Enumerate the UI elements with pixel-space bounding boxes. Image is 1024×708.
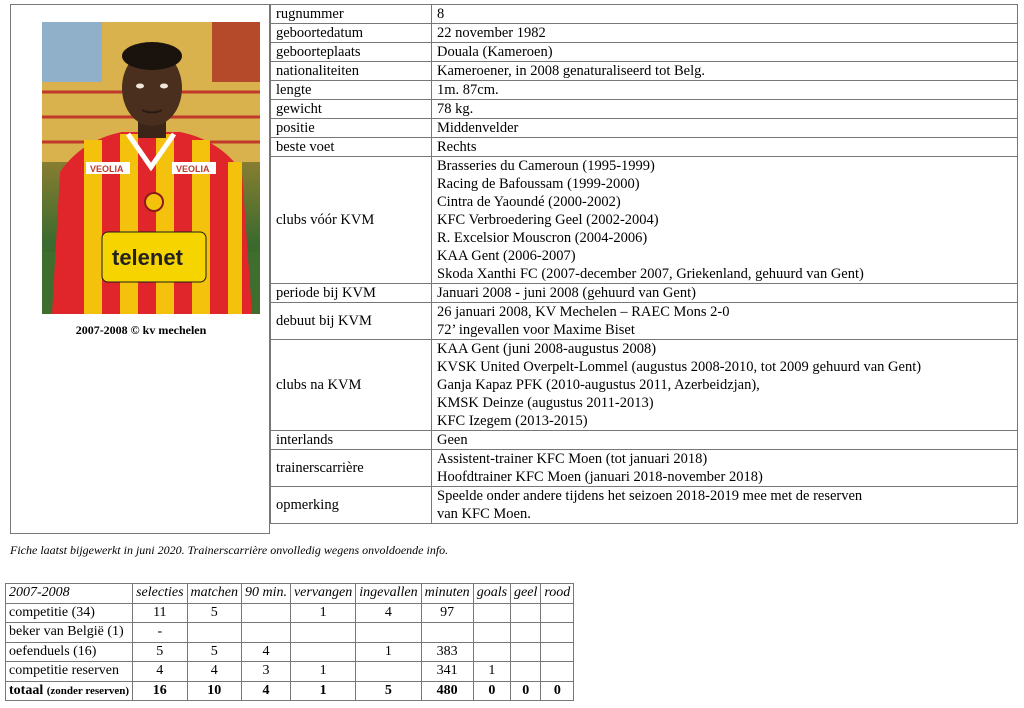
info-value-line: Cintra de Yaoundé (2000-2002) (437, 194, 621, 210)
info-row (271, 43, 1018, 62)
stats-cell (511, 642, 541, 662)
stats-header: selecties (133, 584, 187, 604)
stats-cell (473, 623, 510, 643)
info-value (432, 62, 1018, 81)
stats-cell: 1 (290, 603, 355, 623)
info-value (432, 303, 1018, 340)
stats-cell (356, 662, 421, 682)
stats-cell (473, 603, 510, 623)
stats-cell (290, 623, 355, 643)
stats-cell: - (133, 623, 187, 643)
stats-header: 90 min. (241, 584, 290, 604)
info-key: gewicht (271, 100, 432, 119)
info-key: geboortedatum (271, 24, 432, 43)
info-value-line: Hoofdtrainer KFC Moen (januari 2018-november 2018) (437, 469, 763, 485)
stats-row (6, 623, 574, 643)
info-key: debuut bij KVM (271, 303, 432, 340)
info-row (271, 284, 1018, 303)
info-row (271, 81, 1018, 100)
stats-cell (187, 623, 241, 643)
player-photo-illustration (42, 22, 260, 314)
shirt-sponsor: telenet (112, 245, 183, 270)
info-value-line: Assistent-trainer KFC Moen (tot januari 2018) (437, 451, 708, 467)
info-key: beste voet (271, 138, 432, 157)
stats-total-label-note: (zonder reserven) (46, 684, 130, 697)
stats-total-cell: 0 (541, 681, 574, 701)
player-info-table (270, 4, 1018, 524)
stats-cell: 5 (187, 642, 241, 662)
stats-header: 2007-2008 (6, 584, 133, 604)
stats-row-label: oefenduels (16) (6, 642, 133, 662)
stats-cell: 4 (241, 642, 290, 662)
info-value (432, 43, 1018, 62)
info-value-line: KFC Izegem (2013-2015) (437, 413, 588, 429)
stats-cell: 4 (187, 662, 241, 682)
info-value (432, 24, 1018, 43)
info-key: trainerscarrière (271, 450, 432, 487)
info-value (432, 81, 1018, 100)
stats-cell: 3 (241, 662, 290, 682)
stats-cell (356, 623, 421, 643)
stats-total-cell: 1 (290, 681, 355, 701)
info-value-line: KAA Gent (juni 2008-augustus 2008) (437, 341, 657, 357)
info-row (271, 157, 1018, 284)
info-row (271, 487, 1018, 524)
stats-cell (541, 642, 574, 662)
stats-cell: 5 (133, 642, 187, 662)
stats-header: goals (473, 584, 510, 604)
info-key: clubs vóór KVM (271, 157, 432, 284)
stats-cell: 341 (421, 662, 473, 682)
sleeve-sponsor-right: VEOLIA (176, 164, 210, 174)
stats-cell (241, 603, 290, 623)
info-value (432, 431, 1018, 450)
info-value-line: Brasseries du Cameroun (1995-1999) (437, 158, 655, 174)
stats-row-label: competitie reserven (6, 662, 133, 682)
stats-total-cell: 480 (421, 681, 473, 701)
stats-cell (511, 623, 541, 643)
sleeve-sponsor-left: VEOLIA (90, 164, 124, 174)
stats-cell (511, 603, 541, 623)
info-row (271, 100, 1018, 119)
info-value-line: Middenvelder (437, 120, 519, 136)
info-row (271, 119, 1018, 138)
stats-cell (541, 662, 574, 682)
stats-header: rood (541, 584, 574, 604)
stats-cell: 1 (473, 662, 510, 682)
info-key: lengte (271, 81, 432, 100)
info-value-line: 78 kg. (437, 101, 474, 117)
stats-cell (473, 642, 510, 662)
stats-total-label (6, 681, 133, 701)
info-value-line: Skoda Xanthi FC (2007-december 2007, Griekenland, gehuurd van Gent) (437, 266, 864, 282)
info-key: positie (271, 119, 432, 138)
stats-total-cell: 0 (511, 681, 541, 701)
stats-row (6, 642, 574, 662)
info-key: clubs na KVM (271, 340, 432, 431)
stats-row (6, 662, 574, 682)
info-value (432, 157, 1018, 284)
stats-total-cell: 0 (473, 681, 510, 701)
info-value-line: Racing de Bafoussam (1999-2000) (437, 176, 640, 192)
player-photo (42, 22, 260, 314)
info-value-line: Kameroener, in 2008 genaturaliseerd tot Belg. (437, 63, 705, 79)
info-value-line: KAA Gent (2006-2007) (437, 248, 576, 264)
info-value-line: Ganja Kapaz PFK (2010-augustus 2011, Azerbeidzjan), (437, 377, 760, 393)
info-value-line: Rechts (437, 139, 477, 155)
photo-frame (10, 4, 270, 534)
info-row (271, 450, 1018, 487)
stats-row-label: beker van België (1) (6, 623, 133, 643)
photo-caption: 2007-2008 © kv mechelen (75, 323, 207, 337)
info-row (271, 431, 1018, 450)
info-key: rugnummer (271, 5, 432, 24)
info-value-line: KMSK Deinze (augustus 2011-2013) (437, 395, 654, 411)
stats-header: geel (511, 584, 541, 604)
stats-total-cell: 4 (241, 681, 290, 701)
info-row (271, 62, 1018, 81)
info-value-line: Geen (437, 432, 468, 448)
stats-cell: 1 (356, 642, 421, 662)
info-key: interlands (271, 431, 432, 450)
info-value (432, 5, 1018, 24)
info-row (271, 303, 1018, 340)
info-row (271, 340, 1018, 431)
info-value (432, 340, 1018, 431)
stats-row-label: competitie (34) (6, 603, 133, 623)
stats-cell: 1 (290, 662, 355, 682)
stats-cell: 97 (421, 603, 473, 623)
info-row (271, 24, 1018, 43)
info-value-line: 72’ ingevallen voor Maxime Biset (437, 322, 635, 338)
stats-header: matchen (187, 584, 241, 604)
stats-cell: 4 (133, 662, 187, 682)
info-value (432, 450, 1018, 487)
stats-cell: 11 (133, 603, 187, 623)
info-value-line: KVSK United Overpelt-Lommel (augustus 2008-2010, tot 2009 gehuurd van Gent) (437, 359, 922, 375)
info-value (432, 284, 1018, 303)
info-value-line: KFC Verbroedering Geel (2002-2004) (437, 212, 659, 228)
info-key: opmerking (271, 487, 432, 524)
info-key: periode bij KVM (271, 284, 432, 303)
info-value-line: Douala (Kameroen) (437, 44, 553, 60)
info-value-line: R. Excelsior Mouscron (2004-2006) (437, 230, 648, 246)
info-value (432, 119, 1018, 138)
stats-header: ingevallen (356, 584, 421, 604)
stats-header: vervangen (290, 584, 355, 604)
info-value-line: 8 (437, 6, 445, 22)
info-value (432, 100, 1018, 119)
stats-row (6, 603, 574, 623)
info-value-line: Speelde onder andere tijdens het seizoen 2018-2019 mee met de reserven (437, 488, 863, 504)
info-value-line: 1m. 87cm. (437, 82, 499, 98)
stats-total-cell: 16 (133, 681, 187, 701)
info-row (271, 138, 1018, 157)
stats-cell (511, 662, 541, 682)
stats-header: minuten (421, 584, 473, 604)
stats-total-label-text: totaal (9, 682, 44, 698)
info-row (271, 5, 1018, 24)
info-value-line: van KFC Moen. (437, 506, 531, 522)
info-value (432, 487, 1018, 524)
stats-cell: 4 (356, 603, 421, 623)
info-key: nationaliteiten (271, 62, 432, 81)
stats-cell (541, 623, 574, 643)
info-value-line: 22 november 1982 (437, 25, 546, 41)
stats-cell (421, 623, 473, 643)
season-stats-table (5, 583, 574, 701)
stats-cell (290, 642, 355, 662)
info-value (432, 138, 1018, 157)
stats-cell: 5 (187, 603, 241, 623)
stats-cell: 383 (421, 642, 473, 662)
stats-total-cell: 5 (356, 681, 421, 701)
stats-total-cell: 10 (187, 681, 241, 701)
info-key: geboorteplaats (271, 43, 432, 62)
info-value-line: Januari 2008 - juni 2008 (gehuurd van Gent) (437, 285, 696, 301)
stats-cell (241, 623, 290, 643)
update-note: Fiche laatst bijgewerkt in juni 2020. Trainerscarrière onvolledig wegens onvoldoende info. (10, 543, 449, 557)
stats-cell (541, 603, 574, 623)
info-value-line: 26 januari 2008, KV Mechelen – RAEC Mons 2-0 (437, 304, 730, 320)
stats-total-row (6, 681, 574, 701)
